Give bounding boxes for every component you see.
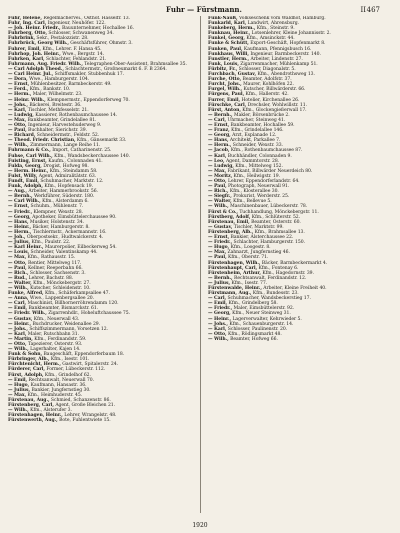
entry-name: — Wilh., [208, 336, 229, 342]
entry-details: Geschäftsführer, Ohmstr. 3. [70, 41, 133, 47]
entry-details: Drogist, Hofweg 98. [43, 163, 89, 169]
entry-name: — Karl Heinr., [8, 245, 44, 251]
entry-details: Wwe., Bergstr. 14. [62, 51, 104, 57]
entry-name: Funke & Schütt, [208, 41, 249, 47]
entry-details: Schiffszimmermann, Vorsetzen 12. [29, 326, 108, 332]
entry-details: Kfm., Alsterufer 3. [30, 408, 72, 414]
entry-name: — Friedr., [8, 209, 33, 215]
entry-details: Lotsenlehrer, Kleine Johannisstr. 2. [251, 31, 331, 37]
entry-details: Mühlenbesitzer, Barmbeckerstr. 49. [30, 82, 112, 88]
entry-name: Furchbach, Gustav, [208, 72, 257, 78]
entry-details: Wwe., Lappenbergsallee 20. [29, 296, 95, 302]
entry-details: Bankbeamter, Grindelallee 81. [27, 117, 97, 123]
entry-name: Funkhaus, Willi, [208, 51, 249, 57]
entry-details: Zimmermann, Lange Reihe 11. [30, 143, 101, 149]
entry-name: Fürstenberg, Alb., [208, 229, 254, 235]
entry-details: Kfm., Hopfensack 19. [44, 184, 94, 190]
entry-name: Fuhr, Ing. Carl, [8, 21, 47, 27]
entry-name: Funken, Paul, [208, 46, 243, 52]
entry-name: — Karl, [8, 331, 27, 337]
entry-details: Schlosser, Sachsenstr. 3. [29, 270, 86, 276]
entry-name: — Rud., [8, 275, 28, 281]
entry-details: Kfm., Lehrer. F. Hansa 45. [42, 46, 102, 52]
entry-details: Schlachter, Fehlandstr. 21. [45, 56, 107, 62]
entry-details: Kfm., Paulstr. 22. [31, 240, 71, 246]
entry-name: — Emil, [8, 377, 28, 383]
entry-name: — Herm., [8, 229, 32, 235]
entry-name: — Dora, [8, 77, 28, 83]
entry-details: Arbeiter, Kleine Freiheit 40. [263, 285, 327, 291]
entry-name: — Carl, [208, 117, 227, 123]
entry-details: Uhrmacher, Steinweg 41. [227, 117, 286, 123]
entry-name: — Bernh., [208, 275, 233, 281]
entry-details: Werkführer, Süderstr. 180. [34, 194, 95, 200]
entry-details: Bankier, Alsterchaussee 22. [230, 235, 294, 241]
entry-name: — Moritz, [208, 173, 233, 179]
entry-details: Lehrer, Wrangelstr. 48. [64, 413, 117, 419]
entry-name: — Theod. Friedr. Christian, [8, 138, 76, 144]
entry-details: Schuhmacher, Wandsbeckerstieg 17. [227, 296, 311, 302]
entry-details: Makler, Börsenbrücke 2. [234, 112, 290, 118]
entry-name: — Johs., [208, 321, 228, 327]
entry-name: — Ernst, [208, 235, 230, 241]
entry-name: Fuhrbrink, [8, 36, 35, 42]
left-column [8, 16, 196, 513]
entry-name: — Otto, [208, 179, 227, 184]
entry-name: Fulda, Georg, [8, 163, 42, 169]
entry-details: Schlosser, Schwanenweg 34. [48, 31, 114, 37]
entry-name: — Jacob, [208, 148, 230, 154]
entry-details: Kfm., Steinstr. 9. [256, 26, 295, 32]
entry-details: Rechtsanwalt, Neuerwall 70. [28, 377, 94, 383]
entry-details: Bankier, Jungfernstieg 30. [31, 387, 91, 393]
entry-details: Bote, Fuhlentwiete 15. [59, 418, 111, 424]
entry-name: Furcht, Johs., [208, 82, 242, 88]
entry-name: — Ernst, [8, 82, 30, 88]
footer-year: 1920 [192, 522, 208, 529]
entry-name: — Ernst, [8, 204, 30, 210]
entry-details: Kaufm., Colonnaden 41. [48, 158, 103, 164]
entry-details: Bankbeamter, Bismarckstr. 61. [28, 306, 99, 312]
entry-name: Funk, Adolph, [8, 184, 43, 190]
entry-details: Gastwirt, Spitalerstr. 24. [62, 362, 118, 368]
entry-name: — Carl Adolph Theod., [8, 66, 64, 72]
entry-details: Apotheker, Eimsbüttelerchaussee 90. [32, 214, 117, 220]
entry-name: Fürstberg, Adolf, [208, 214, 251, 220]
entry-name: — Paul, [8, 128, 27, 134]
entry-name: Fuhr, Helene, [8, 16, 42, 21]
entry-name: — Paul, [208, 255, 227, 261]
entry-name: — Ludwig, [8, 112, 34, 118]
entry-name: — Ludwig, [208, 163, 234, 169]
entry-details: Zahnarzt, Jungfernstieg 46. [227, 250, 290, 256]
entry-name: Funkel, Georg, [208, 36, 245, 42]
entry-name: — Wilh., [8, 347, 29, 353]
entry-details: Kfm., Neuerwall 43. [33, 316, 80, 322]
entry-name: — Herm., [8, 92, 32, 98]
entry-name: Fürstenberg, Carl, [8, 403, 54, 409]
entry-name: Fürstenau, Emil, [208, 219, 250, 225]
entry-name: Funk & Sohn, [8, 352, 43, 358]
entry-name: — Martin, [8, 336, 33, 342]
entry-details: Kutscher, Schleidenstr. 10. [30, 285, 91, 291]
entry-details: Arzt, Esplanade 12. [232, 133, 277, 139]
entry-details: Schneider, Wexstr. 33. [232, 143, 283, 149]
entry-details: Baugeschäft, Eppendorferbaum 18. [43, 352, 125, 358]
entry-name: Funknau, Heinr., [208, 31, 251, 37]
entry-details: Maurerpolier, Eilbeckerweg 54. [44, 245, 117, 251]
entry-name: — Friedr. Wilh., [8, 311, 47, 317]
entry-details: Kfm., Oberstr. 71. [228, 255, 269, 261]
entry-details: Kfm., Heimhuderstr. 45. [27, 392, 83, 398]
entry-name: — Max, [8, 117, 27, 123]
entry-details: Klempnermstr., Eppendorferweg 70. [47, 97, 130, 103]
entry-name: — Gustav, [208, 224, 233, 230]
entry-details: Kfm., Isestr. 77. [231, 280, 268, 286]
entry-name: — Friedr., [208, 306, 233, 312]
entry-name: — Anna, [8, 296, 29, 302]
entry-details: Ingenieur, Harvestehuderweg 9. [27, 122, 102, 128]
entry-details: Kfm., Steindamm 58. [49, 168, 98, 174]
entry-name: — Aug., [8, 189, 27, 195]
entry-details: Kfm., Bundesstr. 23. [252, 291, 299, 297]
entry-details: Kfm., Bankstr. 10. [29, 87, 71, 93]
entry-name: — Otto, [8, 260, 27, 266]
entry-name: Fürstenau, Aug., [8, 398, 50, 404]
entry-details: Bankbeamter, Hochallee 59. [230, 122, 295, 128]
entry-name: — Georg, [208, 311, 231, 317]
directory-entry [8, 418, 196, 423]
entry-name: Fulst, Willy, [8, 173, 38, 179]
entry-details: Zigarrenhdlr., Hoheluftchaussee 75. [48, 311, 130, 317]
entry-name: — Carl Wilh., [8, 199, 41, 205]
entry-name: — Paul, [8, 265, 27, 271]
entry-name: Fürstenwalde, Heinr., [208, 285, 262, 291]
entry-details: Agent, Dammtorstr. 28. [225, 158, 280, 164]
entry-name: — Joh., [8, 235, 26, 241]
entry-details: Maler, Rutschbahn 31. [27, 331, 79, 337]
entry-name: — Louis, [8, 250, 30, 256]
entry-name: Fürschke, Carl, [208, 102, 247, 108]
entry-details: Agent, Große Bleichen 21. [55, 403, 116, 409]
entry-details: Kfm., Hallerstr. 42. [245, 92, 289, 98]
entry-name: — Ferd., [8, 87, 29, 93]
entry-name: — Julius, [208, 280, 231, 286]
entry-details: Kfm., Heilwigstr. 19. [233, 173, 281, 179]
entry-details: Kfm., Mittelweg 152. [235, 163, 283, 169]
entry-name: — Karl, [8, 107, 27, 113]
entry-details: Kfm., Gänsemarkt 33. [76, 138, 127, 144]
entry-details: Schuhm., Mühlenstr. 7. [30, 204, 84, 210]
entry-details: Schneidermstr., Feldstr. 52. [36, 133, 100, 139]
entry-details: Drechsler, Wohlwillstr. 11. [247, 102, 307, 108]
entry-details: Kfm., Ferdinandstr. 59. [34, 336, 87, 342]
entry-details: Kfm., Schauenburgerstr. 14. [229, 321, 294, 327]
entry-details: Maler, Wilhelmstr. 23. [32, 92, 83, 98]
entry-name: Fürstmann, Aug., [208, 291, 252, 297]
entry-details: Lehrer, Bachstr. 88. [28, 275, 74, 281]
entry-details: Lehrer, Eppendorferlandstr. 64. [227, 179, 300, 184]
entry-details: Kellner, Reeperbahn 66. [28, 265, 83, 271]
entry-name: — Johs., [8, 102, 28, 108]
entry-details: Musiker, Holstenstr. 34. [29, 219, 84, 225]
entry-name: — Walter, [208, 199, 232, 205]
entry-details: Ingenieur, Neuhöfer. 122. [47, 21, 106, 27]
entry-details: Photograph, Neuerwall 91. [228, 184, 290, 190]
entry-details: Kaufmann, Pfennigsbusch 16. [243, 46, 312, 52]
entry-name: Funkeberg, Herm., [208, 26, 256, 32]
entry-name: — Herm., [208, 143, 232, 149]
entry-details: Schiffsmakler, Stubbenhuk 17. [54, 72, 124, 78]
entry-name: — Richard, [8, 133, 36, 139]
column-divider [200, 16, 201, 513]
entry-name: Fürbringer, Alb., [8, 357, 50, 363]
entry-name: — Bernh., [208, 112, 233, 118]
entry-details: Regelmachervei., Osthof. Hasselfr. 13. [43, 16, 130, 21]
entry-name: — Hugo, [8, 382, 30, 388]
entry-name: Funke, Alfred, [8, 291, 44, 297]
entry-details: Rechtsanwalt, Ferdinandstr. 12. [234, 275, 307, 281]
entry-details: Maler, Eimsbüttelerstr. 92. [233, 306, 295, 312]
page-header [28, 4, 380, 16]
entry-name: Funk-Nauß, [208, 16, 238, 21]
entry-details: Kfm., Rothenbaumchaussee 87. [230, 148, 303, 154]
entry-details: Beamter, Adolfstr. 37. [242, 77, 292, 83]
entry-name: — Heinr., [208, 316, 232, 322]
entry-details: Kfm., Schlüterstr. 52. [251, 214, 301, 220]
entry-name: — Wilh., [8, 285, 29, 291]
entry-name: — Hugo, [208, 245, 230, 251]
entry-details: Import, Catharinenstr. 25. [52, 148, 112, 154]
running-title: Fuhr — Fürstmann. [166, 5, 242, 14]
entry-details: Maschinenbauer, Lübeckerstr. 78. [230, 204, 308, 210]
entry-name: Fürstenhagen, Heinr., [8, 413, 63, 419]
entry-name: Fürderer, Carl, [8, 367, 45, 373]
entry-details: Export-Geschäft, Hopfenmarkt 8. [250, 41, 326, 47]
entry-name: — Johs., [8, 326, 28, 332]
header-letters: II [360, 6, 366, 14]
entry-details: Tapezierer, Osterstr. 93. [27, 342, 83, 347]
entry-details: Beamter, Hofweg 66. [230, 336, 278, 342]
entry-name: — Heinr., [8, 321, 32, 327]
entry-name: — Joh. Heinr. Friedr., [8, 26, 61, 32]
entry-details: Schlosser, Paulinenstr. 20. [227, 326, 288, 332]
entry-name: Furrer, Emil, [208, 97, 241, 103]
directory-entry [208, 337, 394, 342]
entry-name: — Paul, [208, 184, 227, 190]
entry-name: Fundt, Emil, [8, 179, 39, 184]
entry-details: Kfm., Isestr. 101. [50, 357, 90, 363]
entry-details: Architekt, Parkallee 7. [229, 138, 281, 144]
entry-details: Rentier, Mittelweg 117. [27, 260, 82, 266]
entry-details: Buchdrucker, Weidenallee 29. [32, 321, 101, 327]
entry-details: Lagerverwalter, Kehrwieder 5. [232, 316, 302, 322]
entry-details: Tuchhandlung, Mönckebergstr. 11. [239, 209, 319, 215]
entry-details: Agent, Admiralitätstr. 63. [38, 173, 97, 179]
entry-name: Fuisting, Ernst, [8, 158, 47, 164]
entry-details: Volkseschenk vom Waldhof, Hamburg. [238, 16, 326, 21]
entry-name: — Max, [208, 250, 227, 256]
right-column [208, 16, 394, 513]
entry-details: Kfm., Grindelberg 58. [228, 301, 278, 307]
page-footer [0, 522, 400, 529]
entry-details: Hotelier, Kirchenallee 26. [241, 97, 300, 103]
entry-details: Tischlermstr., Ackermannstr. 16. [32, 229, 107, 235]
entry-details: Kfm., Grindelhof 62. [44, 372, 91, 378]
entry-details: Kfm., Rödingsmarkt 48. [227, 331, 282, 337]
entry-details: Kfm., Brahmsallee 13. [254, 229, 305, 235]
entry-name: — Gustav, [8, 316, 33, 322]
entry-details: Schneider, Valentinskamp 44. [30, 250, 98, 256]
entry-name: — Hans, [208, 138, 229, 144]
entry-name: Fuhrhop, Joh. Heinr., [8, 51, 61, 57]
page-number: 467 [366, 6, 380, 14]
entry-name: — Carl, [208, 296, 227, 302]
entry-details: Prokurist, Werderstr. 25. [233, 194, 290, 200]
entry-details: Ingenieur, Barmbeckerstr. 140. [250, 51, 321, 57]
entry-details: Lagerhalter, Kajen 14. [30, 347, 81, 353]
entry-details: Sekr., Pestalozzistr. 28. [36, 36, 89, 42]
entry-name: Fürstenhaupt, Carl, [208, 265, 258, 271]
entry-name: Funkarld, Karl, [208, 21, 247, 27]
entry-details: Kfm., Fontenay 6. [258, 265, 299, 271]
entry-name: — Emil, [8, 306, 28, 312]
entry-details: Kfm., Hagedornstr. 39. [262, 270, 314, 276]
entry-name: — Julius, [8, 387, 31, 393]
entry-details: Maurer, Kohlhöfen 22. [243, 82, 294, 88]
entry-details: Oberpostsekr., Hudtwalckerstr. 4. [26, 235, 104, 241]
entry-name: Fuhrer, Emil, [8, 46, 41, 52]
entry-details: Kfm., Neuer Steinweg 31. [232, 311, 291, 317]
entry-name: Fürst & Co., [208, 209, 238, 215]
entry-details: Bäcker, Barmbeckermarkt 4. [261, 260, 328, 266]
entry-name: — Julius, [8, 240, 31, 246]
entry-details: Arbeiter, Hammerbrookstr. 56. [28, 189, 98, 195]
entry-name: — Leo, [208, 158, 225, 164]
entry-details: Kaufmann, Hansastr. 36. [30, 382, 87, 388]
entry-details: Schlachtermstr., Großneumarkt 6. F. B 2364. [65, 66, 167, 72]
entry-name: Fuhrmann, Aug. Friedr. Wilh., [8, 61, 83, 67]
entry-details: Kfm., Rathausstr. 15. [27, 255, 76, 261]
entry-details: Schmied, Schanzenstr. 86. [50, 398, 111, 404]
entry-details: Maschinist, Billhornerröhrendamm 120. [27, 301, 119, 307]
entry-name: Furgel, Wilh., [208, 87, 243, 93]
entry-details: Former, Lübeckerstr. 112. [46, 367, 106, 373]
entry-details: Kfm., Mönckebergstr. 27. [33, 280, 91, 286]
entry-details: Kfm., Klosterallee 30. [229, 189, 279, 195]
entry-details: Kfm., Grindelallee 146. [231, 128, 284, 134]
entry-name: — Karl, [208, 326, 227, 332]
entry-details: Wwe., Hamburgerstr. 104. [29, 77, 90, 83]
entry-name: — Wilh., [8, 143, 29, 149]
entry-name: — Siegfr., [208, 194, 232, 200]
entry-name: — Otto, [8, 342, 27, 347]
entry-name: — Carl, [8, 301, 27, 307]
entry-details: Tischler, Marktstr. 99. [233, 224, 284, 230]
entry-name: — Emil, [208, 301, 228, 307]
entry-name: Furche, Otto, [208, 77, 242, 83]
entry-details: Arbeiter, Lindenstr. 27. [250, 56, 303, 62]
entry-details: Tischler, Methfesselstr. 21. [27, 107, 89, 113]
entry-name: Fuhrmann & Co., [8, 148, 51, 154]
entry-details: Kfm., Glockengießerwall 17. [242, 107, 307, 113]
entry-details: Buchhalter, Sierichstr. 39. [28, 128, 87, 134]
entry-details: Fabrikant, Billwärder Neuerdeich 80. [227, 168, 313, 174]
entry-name: — Herm. Heinr., [8, 168, 49, 174]
entry-name: — Heinr. Wilh., [8, 97, 46, 103]
entry-name: Fuhrberg, Otto, [8, 31, 47, 37]
entry-name: — Wilh., [208, 204, 229, 210]
entry-details: Kfm., Amsinckstr. 44. [246, 36, 295, 42]
entry-details: Beamter, Osterstr. 60. [251, 219, 301, 225]
entry-name: — Franz, [208, 128, 230, 134]
entry-details: Kfm., Alsterdamm 6. [42, 199, 89, 205]
entry-name: Fürstenheim, Arthur, [208, 270, 261, 276]
entry-details: Kfm., Schäferkampsallee 47. [44, 291, 110, 297]
entry-name: Fürbitz, Fr., [208, 66, 238, 72]
entry-details: Landwirt, Ahrensburg. [247, 21, 300, 27]
entry-details: Kutscher, Billwärderstr. 66. [243, 87, 306, 93]
entry-name: — Max, [8, 392, 27, 398]
entry-name: Fürstenhagen, Wilh., [208, 260, 261, 266]
entry-details: Bauunternehmer, Hochallee 16. [61, 26, 135, 32]
entry-details: Bäckerei, Breitestr. 36. [29, 102, 82, 108]
entry-name: — Bernh., [8, 194, 33, 200]
entry-name: Fürst, Adolph, [8, 372, 44, 378]
entry-name: Fuhse, Carl Wilh., [8, 153, 53, 159]
entry-details: Klempner, Wexstr. 28. [33, 209, 83, 215]
entry-name: — Rich., [8, 270, 29, 276]
entry-details: Kfm., Bellevue 5. [233, 199, 272, 205]
entry-name: — Georg, [8, 214, 31, 220]
entry-details: Buchhändler, Colonnaden 9. [227, 153, 292, 159]
entry-name: Fürchtenicht, Herm., [8, 362, 61, 368]
entry-details: Kfm., Abendrothsweg 13. [257, 72, 315, 78]
entry-name: — Hans, [8, 219, 29, 225]
entry-name: — Walter, [8, 280, 32, 286]
entry-name: — Wilh., [8, 408, 29, 414]
entry-name: — Otto, [208, 331, 227, 337]
entry-details: Schlosser, Diagonalstr. 5. [238, 66, 296, 72]
entry-details: Schlachter, Hamburgerstr. 150. [233, 240, 305, 246]
entry-name: — Georg, [208, 133, 231, 139]
entry-name: — Rich., [208, 189, 229, 195]
entry-name: — Friedr., [208, 240, 233, 246]
entry-name: — Heinr., [8, 224, 32, 230]
entry-details: Kfm., Loogestr. 8. [230, 245, 271, 251]
entry-name: — Karl, [208, 153, 227, 159]
entry-name: — Max, [208, 168, 227, 174]
entry-name: Fürstenwerth, Aug., [8, 418, 58, 424]
entry-name: Fürgens, Paul, [208, 92, 245, 98]
entry-name: Fuhrken, Karl, [8, 56, 45, 62]
entry-name: — Otto, [8, 122, 27, 128]
entry-details: Zigarrenmacher, Mühlenkamp 51. [240, 61, 318, 67]
entry-name: Funstler, Herm., [208, 56, 250, 62]
entry-name: Fürst, Anton, [208, 107, 241, 113]
entry-details: Bäcker, Hamburgerstr. 8. [32, 224, 90, 230]
entry-details: Schuhmacher, Marktstr. 12. [40, 179, 104, 184]
entry-name: Fuhrbrück, Georg Wilh., [8, 41, 69, 47]
entry-name: — Max, [8, 255, 27, 261]
entry-details: Telegraphen-Ober-Assistent, Brahmsallee 35. [84, 61, 187, 67]
entry-name: — Carl Heinr. Jul., [8, 72, 54, 78]
entry-details: Kassierer, Rothenbaumchaussee 14. [35, 112, 118, 118]
entry-name: — Ernst, [208, 122, 230, 128]
entry-details: Kfm., Wandsbeckerchaussee 140. [54, 153, 130, 159]
entry-name: Funk, Louis, [208, 61, 239, 67]
